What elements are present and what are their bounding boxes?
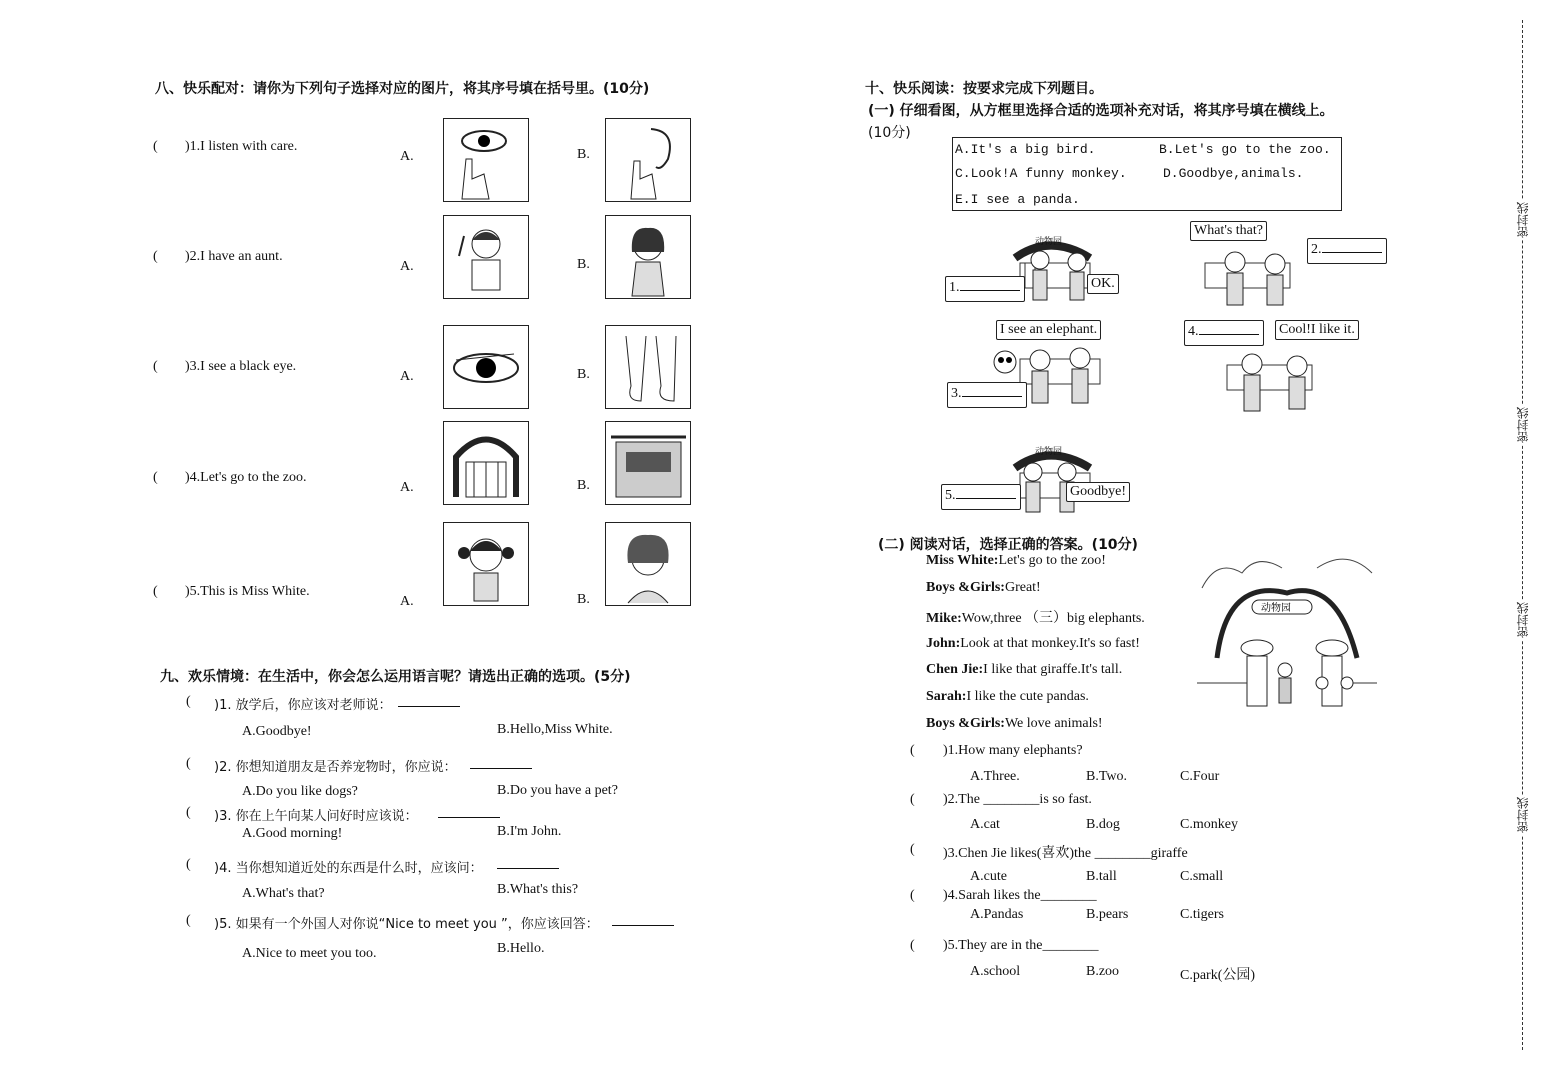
bubble-4: 4.: [1184, 320, 1264, 346]
eye-picture: [443, 325, 529, 409]
answer-paren[interactable]: (: [910, 743, 915, 758]
answer-blank[interactable]: [612, 925, 674, 926]
line: Look at that monkey.It's so fast!: [960, 636, 1140, 651]
question-text: )4.Sarah likes the________: [943, 888, 1097, 903]
option-b: B.Do you have a pet?: [497, 783, 618, 798]
school-picture: [605, 421, 691, 505]
answer-option: B.tall: [1086, 869, 1117, 884]
answer-option: C.small: [1180, 869, 1224, 884]
answer-option: B.zoo: [1086, 964, 1120, 979]
option-a-label: A.: [400, 369, 414, 384]
ear-hand-icon: [606, 119, 690, 201]
eye-hand-picture: [443, 118, 529, 202]
question-text: )2. 你想知道朋友是否养宠物时，你应说：: [214, 760, 457, 775]
answer-paren[interactable]: (: [186, 694, 191, 709]
seal-label-4: 密封线: [1516, 797, 1530, 833]
speaker: Sarah:: [926, 689, 967, 704]
section-8-title: 八、快乐配对：请你为下列句子选择对应的图片，将其序号填在括号里。(10分): [155, 81, 650, 97]
ear-hand-picture: [605, 118, 691, 202]
option-b: B.Let's go to the zoo.: [1159, 142, 1331, 157]
answer-option: A.Three.: [970, 769, 1020, 784]
option-a: A.Do you like dogs?: [242, 784, 358, 799]
answer-option: A.cat: [970, 817, 1000, 832]
option-b-label: B.: [577, 257, 590, 272]
speaker: Miss White:: [926, 553, 999, 568]
answer-option: B.dog: [1086, 817, 1120, 832]
option-a: A.Good morning!: [242, 826, 343, 841]
question-text: )4. 当你想知道近处的东西是什么时，应该问：: [214, 861, 483, 876]
answer-option: A.school: [970, 964, 1021, 979]
line: Let's go to the zoo!: [998, 553, 1106, 568]
zoo-gate-sign-1: 动物园: [1035, 237, 1063, 247]
question-text: )5.This is Miss White.: [185, 584, 310, 599]
line: I like that giraffe.It's tall.: [983, 662, 1123, 677]
option-a-label: A.: [400, 594, 414, 609]
answer-paren[interactable]: (: [153, 249, 158, 264]
answer-option: C.park(公园): [1180, 968, 1256, 983]
answer-option: C.monkey: [1180, 817, 1238, 832]
seal-dashed-line: [1522, 20, 1523, 1050]
bubble-ok: OK.: [1087, 274, 1119, 294]
section-9-title: 九、欢乐情境：在生活中，你会怎么运用语言呢？请选出正确的选项。(5分): [160, 669, 631, 685]
zoo-gate-illustration: [1197, 548, 1377, 723]
option-b-label: B.: [577, 478, 590, 493]
section-10-title: 十、快乐阅读：按要求完成下列题目。: [865, 81, 1103, 97]
option-b-label: B.: [577, 147, 590, 162]
answer-option: A.Pandas: [970, 907, 1024, 922]
answer-blank[interactable]: [438, 817, 500, 818]
answer-paren[interactable]: (: [910, 792, 915, 807]
question-text: )5. 如果有一个外国人对你说“Nice to meet you ”，你应该回答：: [214, 917, 599, 932]
zoo-gate-picture: [443, 421, 529, 505]
question-text: )2.The ________is so fast.: [943, 792, 1092, 807]
eye-icon: [444, 326, 528, 408]
zoo-sign-text: 动物园: [1261, 603, 1291, 614]
line: Great!: [1004, 580, 1041, 595]
options-box: [952, 137, 1342, 211]
boy-icon: [444, 216, 528, 298]
girl-pigtails-picture: [443, 522, 529, 606]
answer-paren[interactable]: (: [186, 805, 191, 820]
question-text: )3.I see a black eye.: [185, 359, 297, 374]
dialog-line: [926, 607, 1145, 627]
question-text: )2.I have an aunt.: [185, 249, 283, 264]
answer-paren[interactable]: (: [153, 359, 158, 374]
zoo-gate-icon: [444, 422, 528, 504]
woman-picture: [605, 522, 691, 606]
girl-icon: [606, 216, 690, 298]
option-d: D.Goodbye,animals.: [1163, 166, 1304, 181]
dialog-line: [926, 580, 1041, 596]
option-b: B.What's this?: [497, 882, 579, 897]
option-b-label: B.: [577, 592, 590, 607]
girl-picture: [605, 215, 691, 299]
dialog-line: [926, 716, 1103, 732]
seal-label-1: 密封线: [1516, 202, 1530, 238]
option-a: A.What's that?: [242, 886, 325, 901]
eye-hand-icon: [444, 119, 528, 201]
question-text: )3.Chen Jie likes(喜欢)the ________giraffe: [943, 846, 1188, 861]
comic-panel-4-illustration: [1222, 350, 1322, 420]
question-text: )1. 放学后，你应该对老师说：: [214, 698, 392, 713]
speaker: Boys &Girls:: [926, 580, 1005, 595]
answer-paren[interactable]: (: [186, 756, 191, 771]
boy-picture: [443, 215, 529, 299]
speaker: Chen Jie:: [926, 662, 984, 677]
answer-paren[interactable]: (: [186, 913, 191, 928]
answer-option: B.pears: [1086, 907, 1129, 922]
feet-icon: [606, 326, 690, 408]
answer-paren[interactable]: (: [186, 857, 191, 872]
option-a: A.It's a big bird.: [955, 142, 1096, 157]
answer-blank[interactable]: [470, 768, 532, 769]
dialog-line: [926, 689, 1089, 705]
bubble-5: 5.: [941, 484, 1021, 510]
option-b: B.I'm John.: [497, 824, 562, 839]
bubble-goodbye: Goodbye!: [1066, 482, 1130, 502]
line: I like the cute pandas.: [966, 689, 1089, 704]
seal-label-2: 密封线: [1516, 407, 1530, 443]
bubble-elephant: I see an elephant.: [996, 320, 1101, 340]
bubble-3: 3.: [947, 382, 1027, 408]
dialog-line: [926, 662, 1122, 678]
speaker: Mike:: [926, 611, 962, 626]
girl-pigtails-icon: [444, 523, 528, 605]
dialog-line: [926, 636, 1140, 652]
speaker: John:: [926, 636, 961, 651]
answer-paren[interactable]: (: [153, 584, 158, 599]
part-1-score: (10分): [868, 125, 911, 141]
question-text: )3. 你在上午向某人问好时应该说：: [214, 809, 418, 824]
answer-option: B.Two.: [1086, 769, 1128, 784]
answer-option: A.cute: [970, 869, 1007, 884]
option-a-label: A.: [400, 259, 414, 274]
question-text: )5.They are in the________: [943, 938, 1099, 953]
part-1-title: (一) 仔细看图，从方框里选择合适的选项补充对话，将其序号填在横线上。: [868, 103, 1334, 119]
option-a-label: A.: [400, 149, 414, 164]
part-2-title: (二) 阅读对话，选择正确的答案。(10分): [878, 537, 1138, 553]
question-text: )1.I listen with care.: [185, 139, 298, 154]
option-a: A.Goodbye!: [242, 724, 312, 739]
bubble-cool: Cool!I like it.: [1275, 320, 1359, 340]
speaker: Boys &Girls:: [926, 716, 1005, 731]
option-b: B.Hello,Miss White.: [497, 722, 613, 737]
bubble-2: 2.: [1307, 238, 1387, 264]
option-b: B.Hello.: [497, 941, 545, 956]
answer-paren[interactable]: (: [910, 888, 915, 903]
answer-paren[interactable]: (: [910, 842, 915, 857]
answer-paren[interactable]: (: [153, 470, 158, 485]
dialog-line: [926, 553, 1106, 569]
question-text: )4.Let's go to the zoo.: [185, 470, 307, 485]
option-a: A.Nice to meet you too.: [242, 946, 377, 961]
bubble-whats-that: What's that?: [1190, 221, 1267, 241]
option-b-label: B.: [577, 367, 590, 382]
answer-option: C.tigers: [1180, 907, 1224, 922]
line: We love animals!: [1004, 716, 1103, 731]
comic-panel-2-illustration: [1200, 248, 1300, 310]
feet-picture: [605, 325, 691, 409]
answer-paren[interactable]: (: [910, 938, 915, 953]
woman-icon: [606, 523, 690, 605]
answer-option: C.Four: [1180, 769, 1220, 784]
answer-paren[interactable]: (: [153, 139, 158, 154]
bubble-1: 1.: [945, 276, 1025, 302]
answer-blank[interactable]: [497, 868, 559, 869]
line: Wow,three （三）big elephants.: [961, 611, 1145, 626]
answer-blank[interactable]: [398, 706, 460, 707]
zoo-gate-sign-5: 动物园: [1035, 447, 1063, 457]
seal-label-3: 密封线: [1516, 602, 1530, 638]
option-c: C.Look!A funny monkey.: [955, 166, 1127, 181]
option-e: E.I see a panda.: [955, 192, 1080, 207]
option-a-label: A.: [400, 480, 414, 495]
school-icon: [606, 422, 690, 504]
question-text: )1.How many elephants?: [943, 743, 1083, 758]
